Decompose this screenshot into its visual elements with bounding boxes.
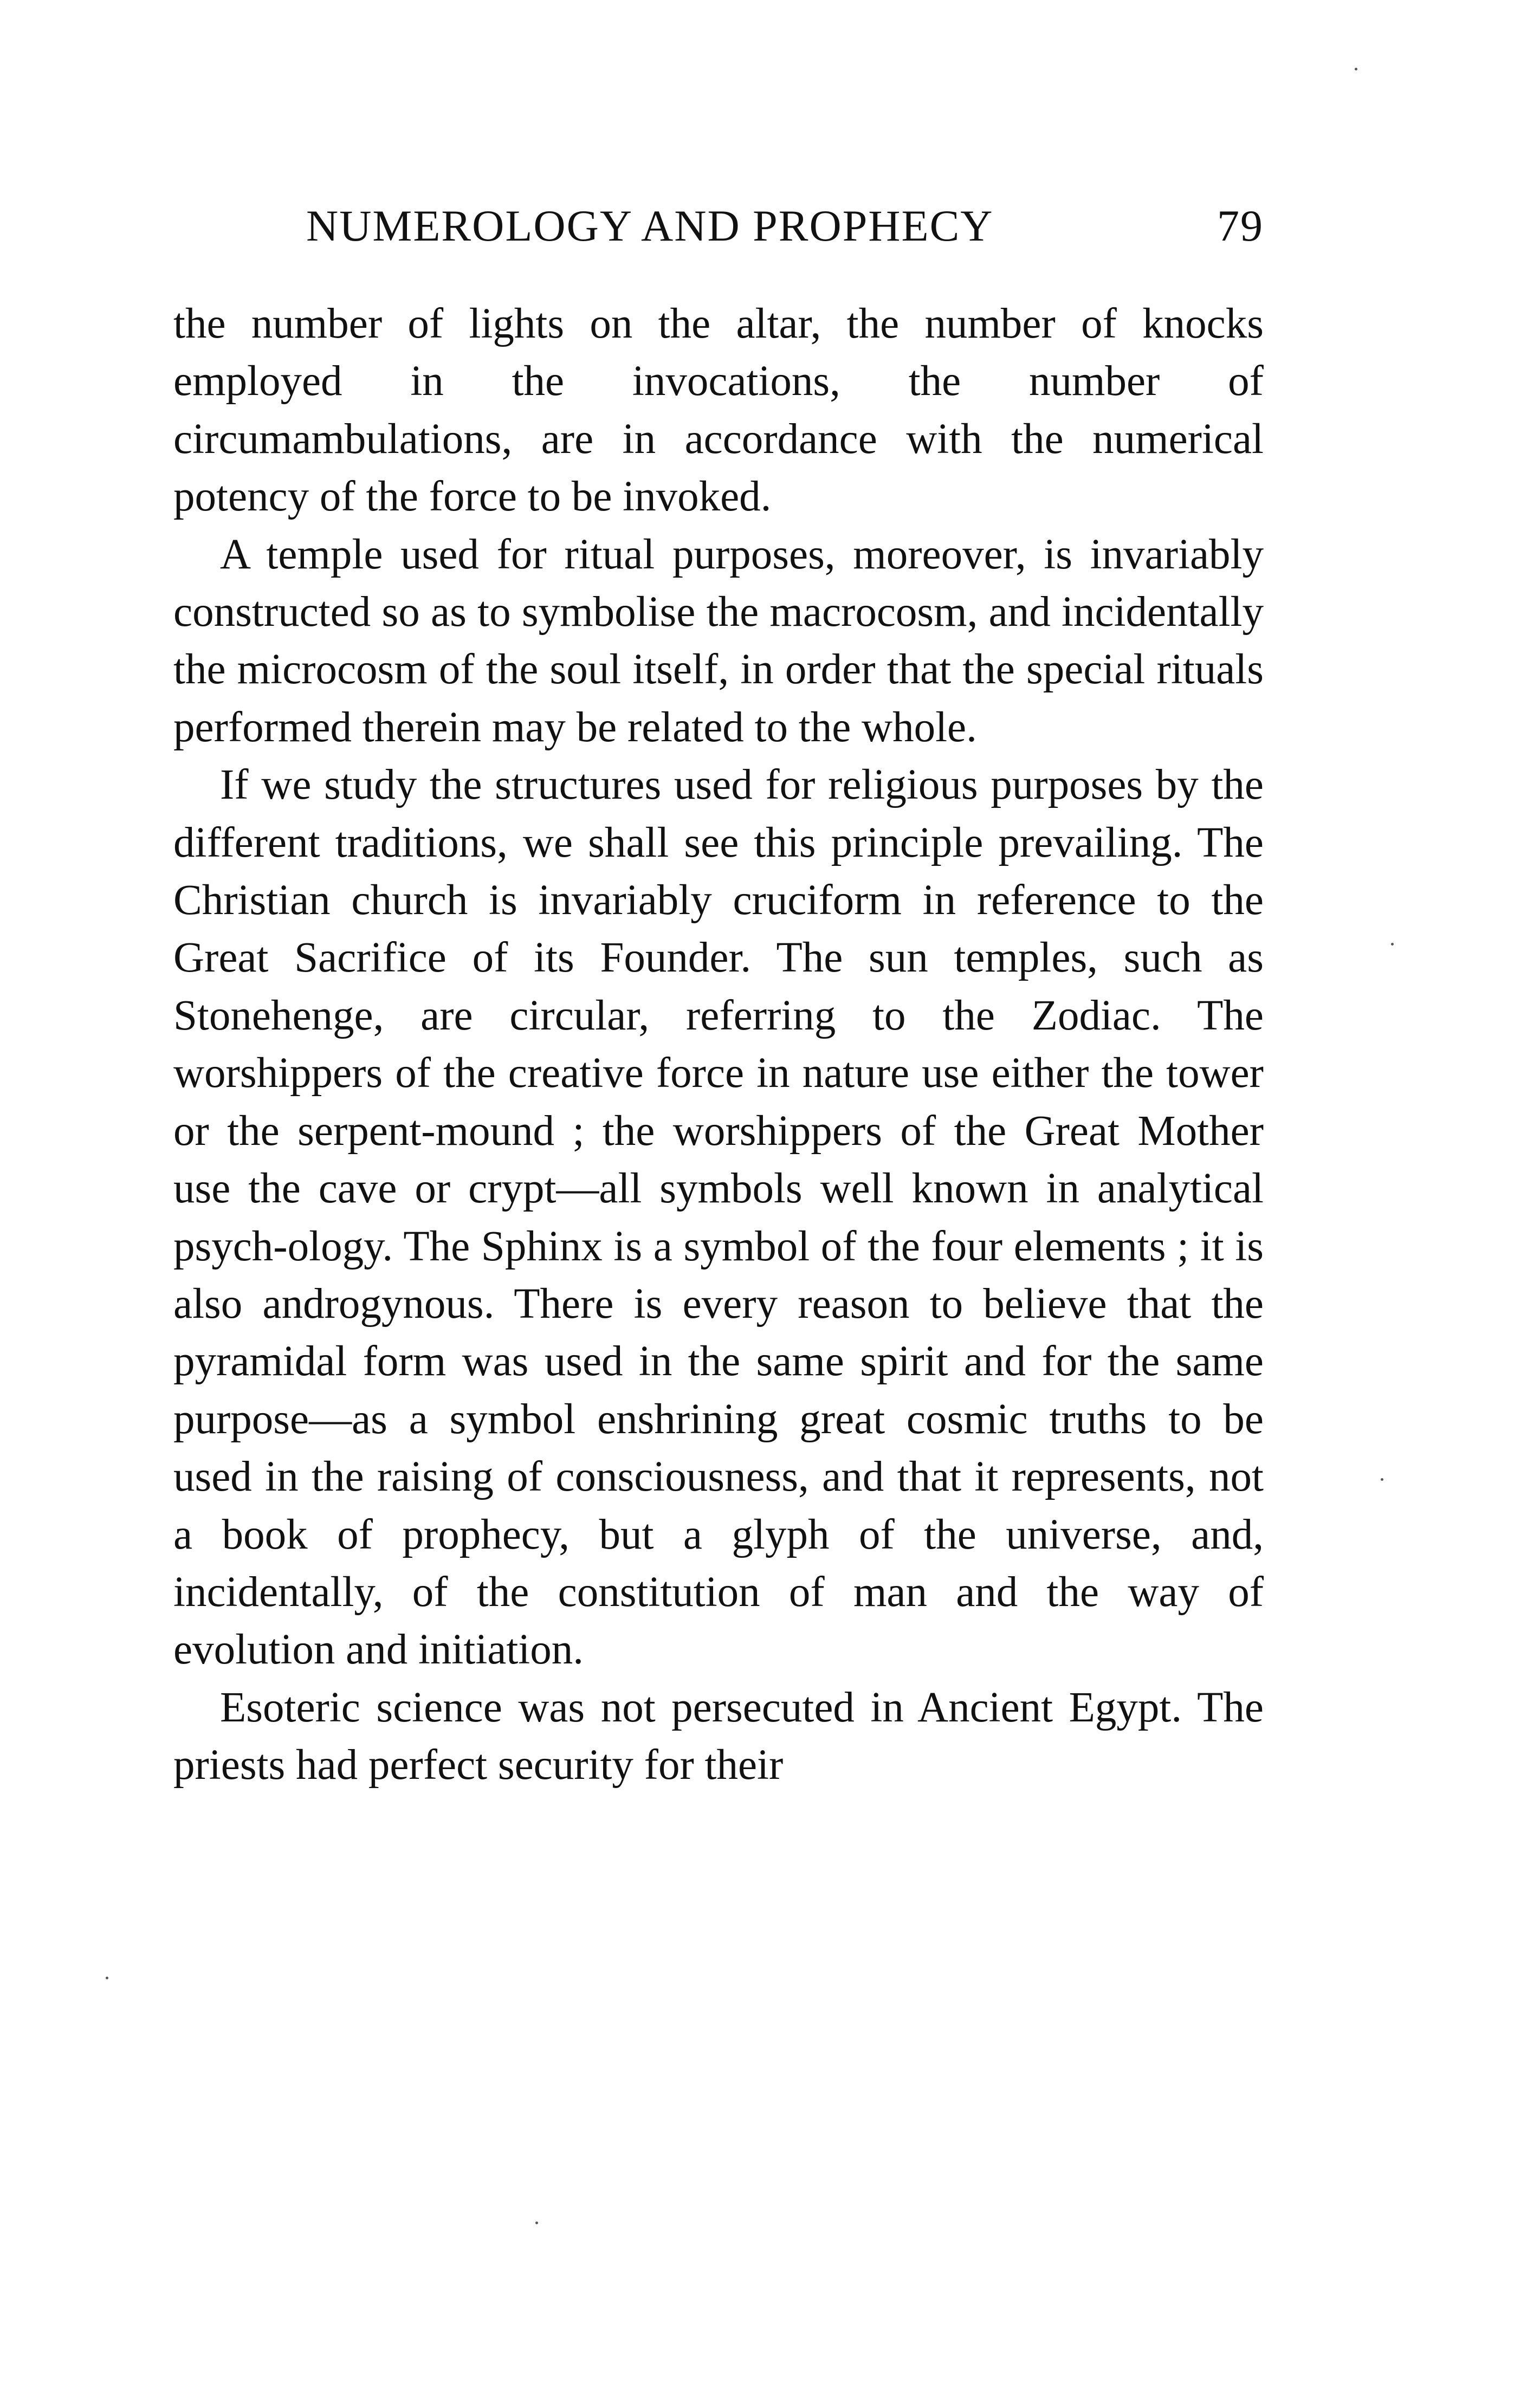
paragraph-1: the number of lights on the altar, the number of knocks employed in the invocations, the number of circumambulations, are in accordance with the numerical potency of the force to be invoked. xyxy=(173,300,1264,521)
paragraph-4: Esoteric science was not persecuted in Ancient Egypt. The priests had perfect security for their xyxy=(173,1683,1264,1789)
paragraph-2: A temple used for ritual purposes, moreover, is invariably constructed so as to symbolise the macrocosm, and incidentally the microcosm of the soul itself, in order that the special rituals performed therein may be related to the whole. xyxy=(173,530,1264,751)
paper-speck xyxy=(1355,68,1357,70)
page-number: 79 xyxy=(1217,201,1264,250)
body-text xyxy=(173,295,1264,1795)
paper-speck xyxy=(535,2222,538,2224)
running-title: NUMEROLOGY AND PROPHECY xyxy=(306,201,994,250)
paper-speck xyxy=(1381,1478,1383,1481)
paragraph-3: If we study the structures used for religious purposes by the different traditions, we shall see this principle prevailing. The Christian church is invariably cruciform in reference to the Great Sacrifice of its Founder. The sun temples, such as Stonehenge, are circular, referring to the Zodiac. The worshippers of the creative force in nature use either the tower or the serpent-mound ; the worshippers of the Great Mother use the cave or crypt—all symbols well known in analytical psych-ology. The Sphinx is a symbol of the four elements ; it is also androgynous. There is every reason to believe that the pyramidal form was used in the same spirit and for the same purpose—as a symbol enshrining great cosmic truths to be used in the raising of consciousness, and that it represents, not a book of prophecy, but a glyph of the universe, and, incidentally, of the constitution of man and the way of evolution and initiation. xyxy=(173,761,1264,1674)
running-head xyxy=(173,200,1264,260)
paper-speck xyxy=(106,1977,108,1979)
paper-speck xyxy=(1391,943,1394,946)
